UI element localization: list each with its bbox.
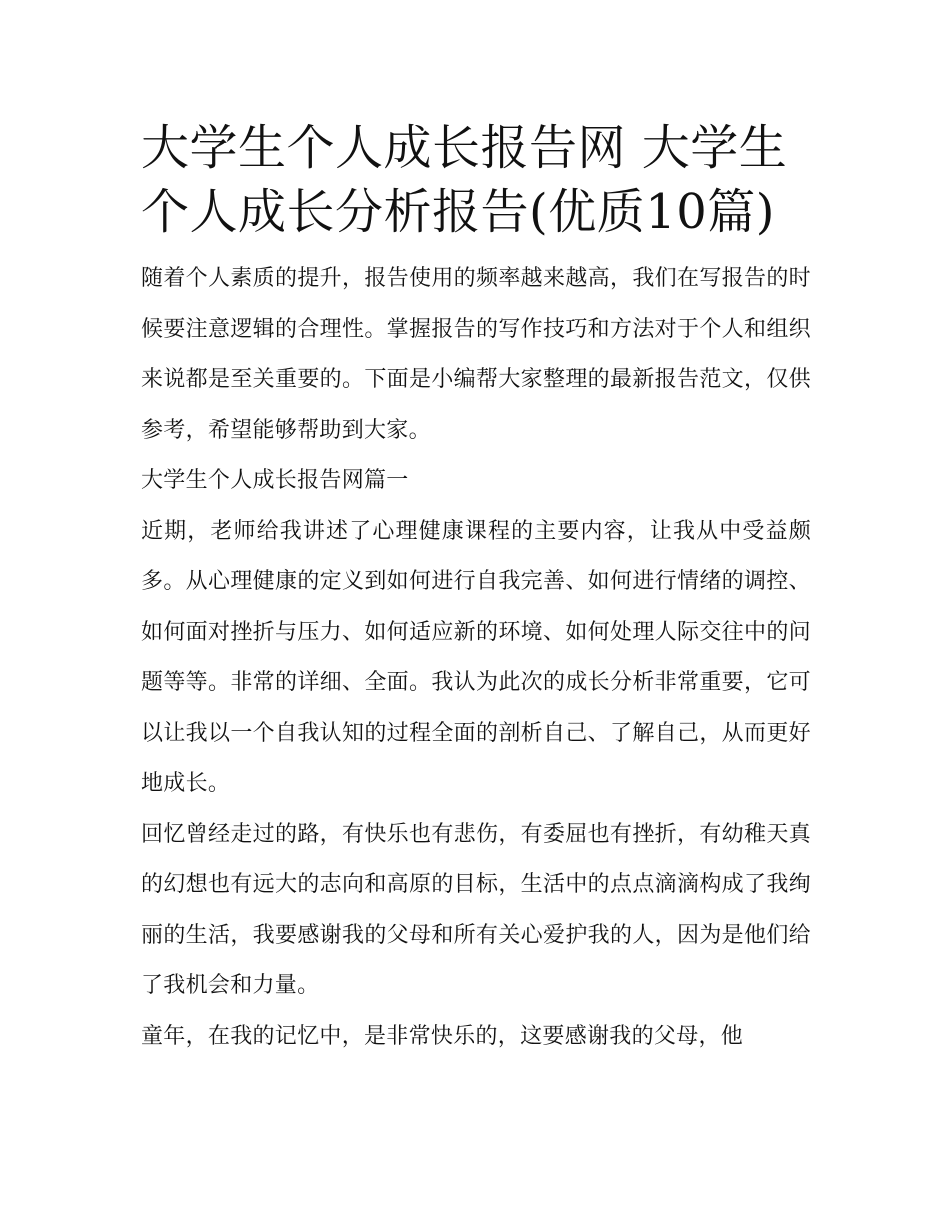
document-title: [141, 116, 811, 244]
section-heading: 大学生个人成长报告网篇一: [141, 468, 409, 493]
document-body: [141, 116, 811, 1062]
body-paragraph-1: 近期，老师给我讲述了心理健康课程的主要内容，让我从中受益颇多。从心理健康的定义到如何进行自我完善、如何进行情绪的调控、如何面对挫折与压力、如何适应新的环境、如何处理人际交往中的问题等等。非常的详细、全面。我认为此次的成长分析非常重要，它可以让我以一个自我认知的过程全面的剖析自己、了解自己，从而更好地成长。: [141, 518, 811, 796]
body-paragraph-3: 童年，在我的记忆中，是非常快乐的，这要感谢我的父母，他: [141, 1023, 744, 1049]
intro-paragraph: 随着个人素质的提升，报告使用的频率越来越高，我们在写报告的时候要注意逻辑的合理性。掌握报告的写作技巧和方法对于个人和组织来说都是至关重要的。下面是小编帮大家整理的最新报告范文，仅供参考，希望能够帮助到大家。: [141, 266, 811, 443]
body-paragraph-2: 回忆曾经走过的路，有快乐也有悲伤，有委屈也有挫折，有幼稚天真的幻想也有远大的志向和高原的目标，生活中的点点滴滴构成了我绚丽的生活，我要感谢我的父母和所有关心爱护我的人，因为是他们给了我机会和力量。: [141, 821, 811, 998]
document-title-text: 大学生个人成长报告网 大学生个人成长分析报告(优质10篇): [141, 120, 788, 240]
